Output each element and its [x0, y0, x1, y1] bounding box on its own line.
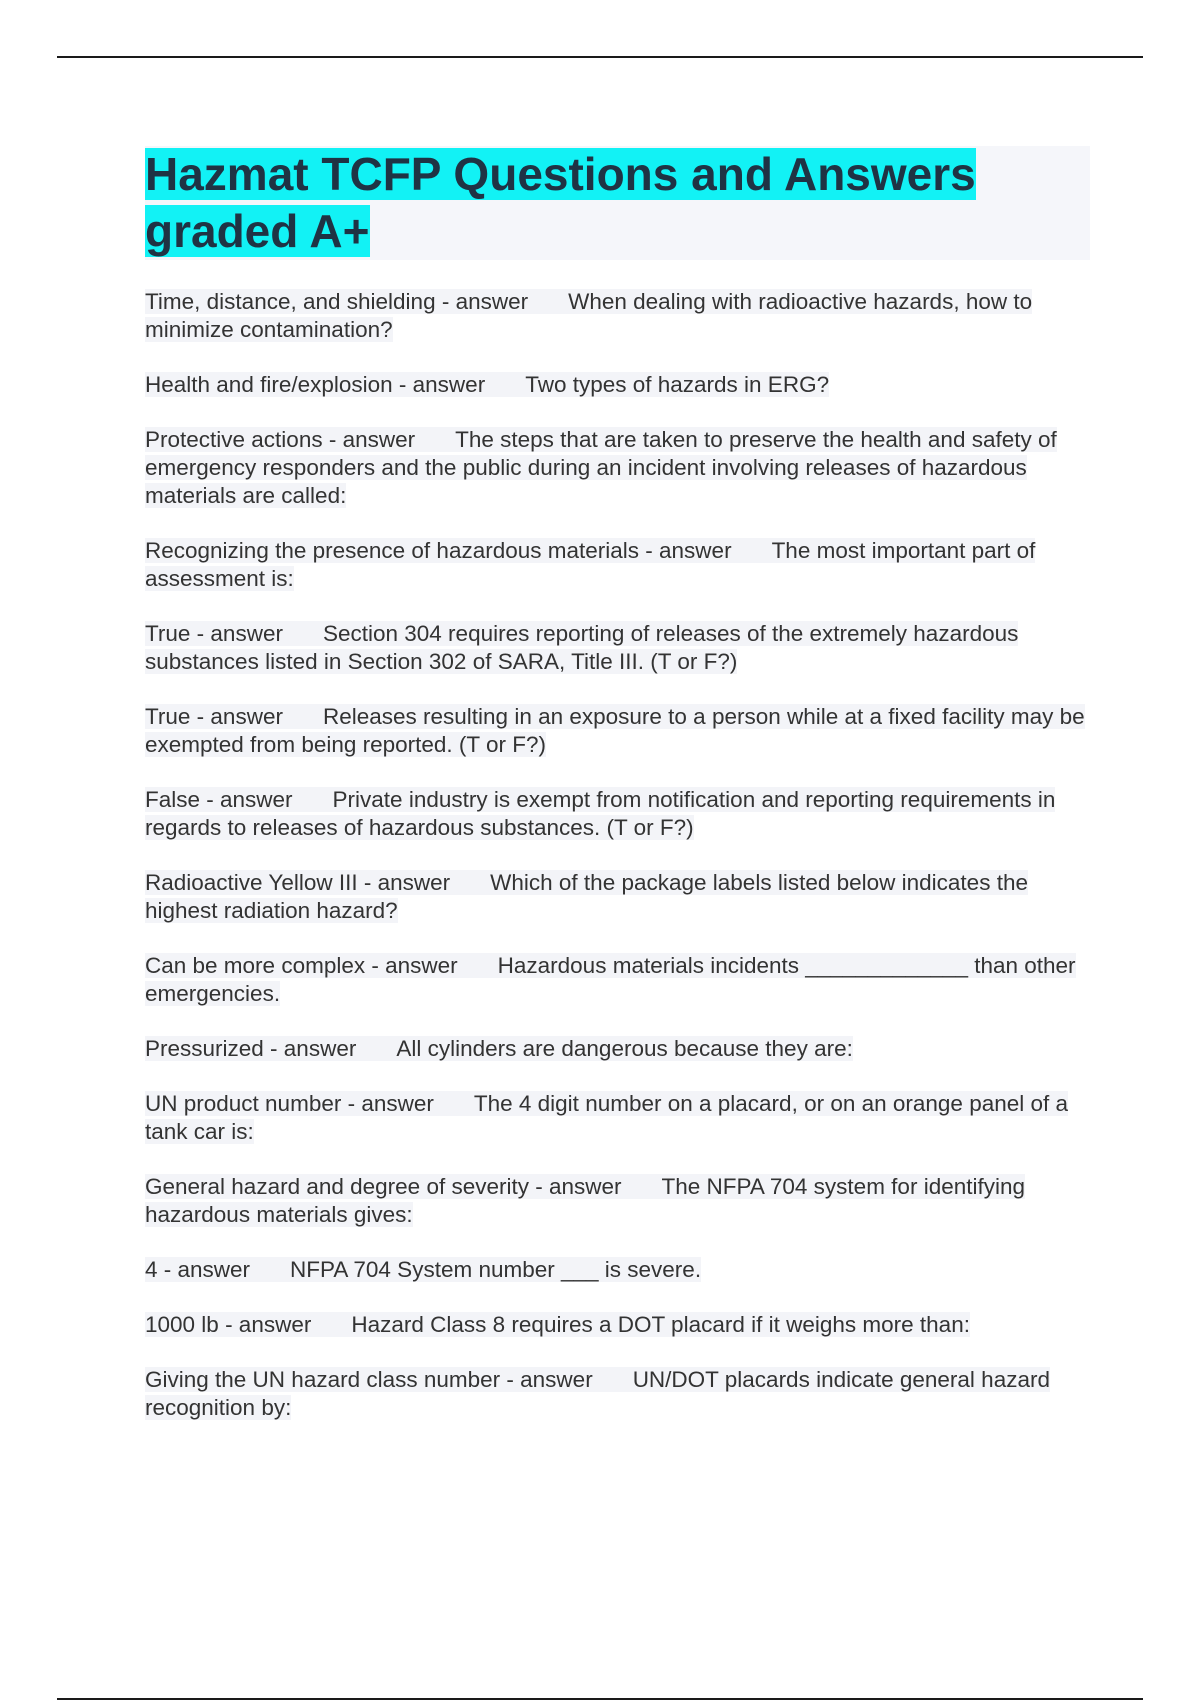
- qa-question: The NFPA 704 system for identifying hazardous materials gives:: [145, 1174, 1026, 1227]
- qa-item-text: [145, 1367, 1050, 1420]
- qa-question: The steps that are taken to preserve the health and safety of emergency responders and the public during an incident involving releases of hazardous materials are called:: [145, 427, 1057, 508]
- qa-answer: False - answer: [145, 787, 293, 812]
- title-highlight: Hazmat TCFP Questions and Answers graded A+: [145, 148, 976, 257]
- qa-item: [145, 786, 1085, 842]
- qa-item-text: [145, 427, 1057, 508]
- qa-item-text: [145, 289, 1032, 342]
- qa-item: [145, 1090, 1085, 1146]
- qa-item-text: [145, 372, 829, 397]
- qa-answer: True - answer: [145, 621, 283, 646]
- top-rule: [57, 56, 1143, 58]
- qa-item: [145, 288, 1085, 344]
- qa-question: Which of the package labels listed below indicates the highest radiation hazard?: [145, 870, 1028, 923]
- qa-answer: 4 - answer: [145, 1257, 251, 1282]
- qa-item-text: [145, 1091, 1068, 1144]
- qa-question: Two types of hazards in ERG?: [525, 372, 830, 397]
- qa-answer: Health and fire/explosion - answer: [145, 372, 486, 397]
- qa-item: [145, 1366, 1085, 1422]
- document-body: [145, 146, 1090, 1449]
- qa-question: Private industry is exempt from notification and reporting requirements in regards to releases of hazardous substances. (T or F?): [145, 787, 1056, 840]
- qa-item-text: [145, 1036, 853, 1061]
- qa-item-text: [145, 953, 1076, 1006]
- qa-item: [145, 869, 1085, 925]
- qa-list: [145, 288, 1090, 1422]
- qa-answer: Pressurized - answer: [145, 1036, 357, 1061]
- qa-question: The 4 digit number on a placard, or on an orange panel of a tank car is:: [145, 1091, 1069, 1144]
- qa-question: The most important part of assessment is:: [145, 538, 1036, 591]
- qa-item: [145, 703, 1085, 759]
- qa-item: [145, 620, 1085, 676]
- qa-answer: Recognizing the presence of hazardous materials - answer: [145, 538, 732, 563]
- qa-answer: Protective actions - answer: [145, 427, 416, 452]
- qa-item-text: [145, 1174, 1025, 1227]
- qa-answer: True - answer: [145, 704, 283, 729]
- qa-item-text: [145, 621, 1018, 674]
- qa-answer: General hazard and degree of severity - answer: [145, 1174, 622, 1199]
- qa-question: Section 304 requires reporting of releases of the extremely hazardous substances listed in Section 302 of SARA, Title III. (T or F?): [145, 621, 1019, 674]
- qa-question: Hazard Class 8 requires a DOT placard if it weighs more than:: [351, 1312, 970, 1337]
- qa-item: [145, 371, 1085, 399]
- qa-question: NFPA 704 System number ___ is severe.: [290, 1257, 702, 1282]
- qa-item-text: [145, 538, 1035, 591]
- qa-question: Hazardous materials incidents _____________ than other emergencies.: [145, 953, 1076, 1006]
- qa-answer: Time, distance, and shielding - answer: [145, 289, 529, 314]
- qa-item: [145, 952, 1085, 1008]
- qa-item-text: [145, 787, 1055, 840]
- qa-item: [145, 1256, 1085, 1284]
- qa-answer: Radioactive Yellow III - answer: [145, 870, 451, 895]
- qa-question: Releases resulting in an exposure to a person while at a fixed facility may be exempted from being reported. (T or F?): [145, 704, 1085, 757]
- qa-answer: UN product number - answer: [145, 1091, 434, 1116]
- qa-answer: 1000 lb - answer: [145, 1312, 312, 1337]
- qa-answer: Can be more complex - answer: [145, 953, 458, 978]
- qa-question: UN/DOT placards indicate general hazard recognition by:: [145, 1367, 1050, 1420]
- qa-item: [145, 1311, 1085, 1339]
- qa-item-text: [145, 1257, 701, 1282]
- qa-question: All cylinders are dangerous because they are:: [396, 1036, 853, 1061]
- qa-item: [145, 1035, 1085, 1063]
- qa-item: [145, 1173, 1085, 1229]
- qa-item-text: [145, 1312, 970, 1337]
- title-block: [145, 146, 1090, 260]
- qa-item: [145, 426, 1085, 510]
- qa-item: [145, 537, 1085, 593]
- document-title: [145, 146, 1090, 260]
- qa-item-text: [145, 870, 1028, 923]
- qa-item-text: [145, 704, 1085, 757]
- qa-question: When dealing with radioactive hazards, how to minimize contamination?: [145, 289, 1033, 342]
- qa-answer: Giving the UN hazard class number - answer: [145, 1367, 593, 1392]
